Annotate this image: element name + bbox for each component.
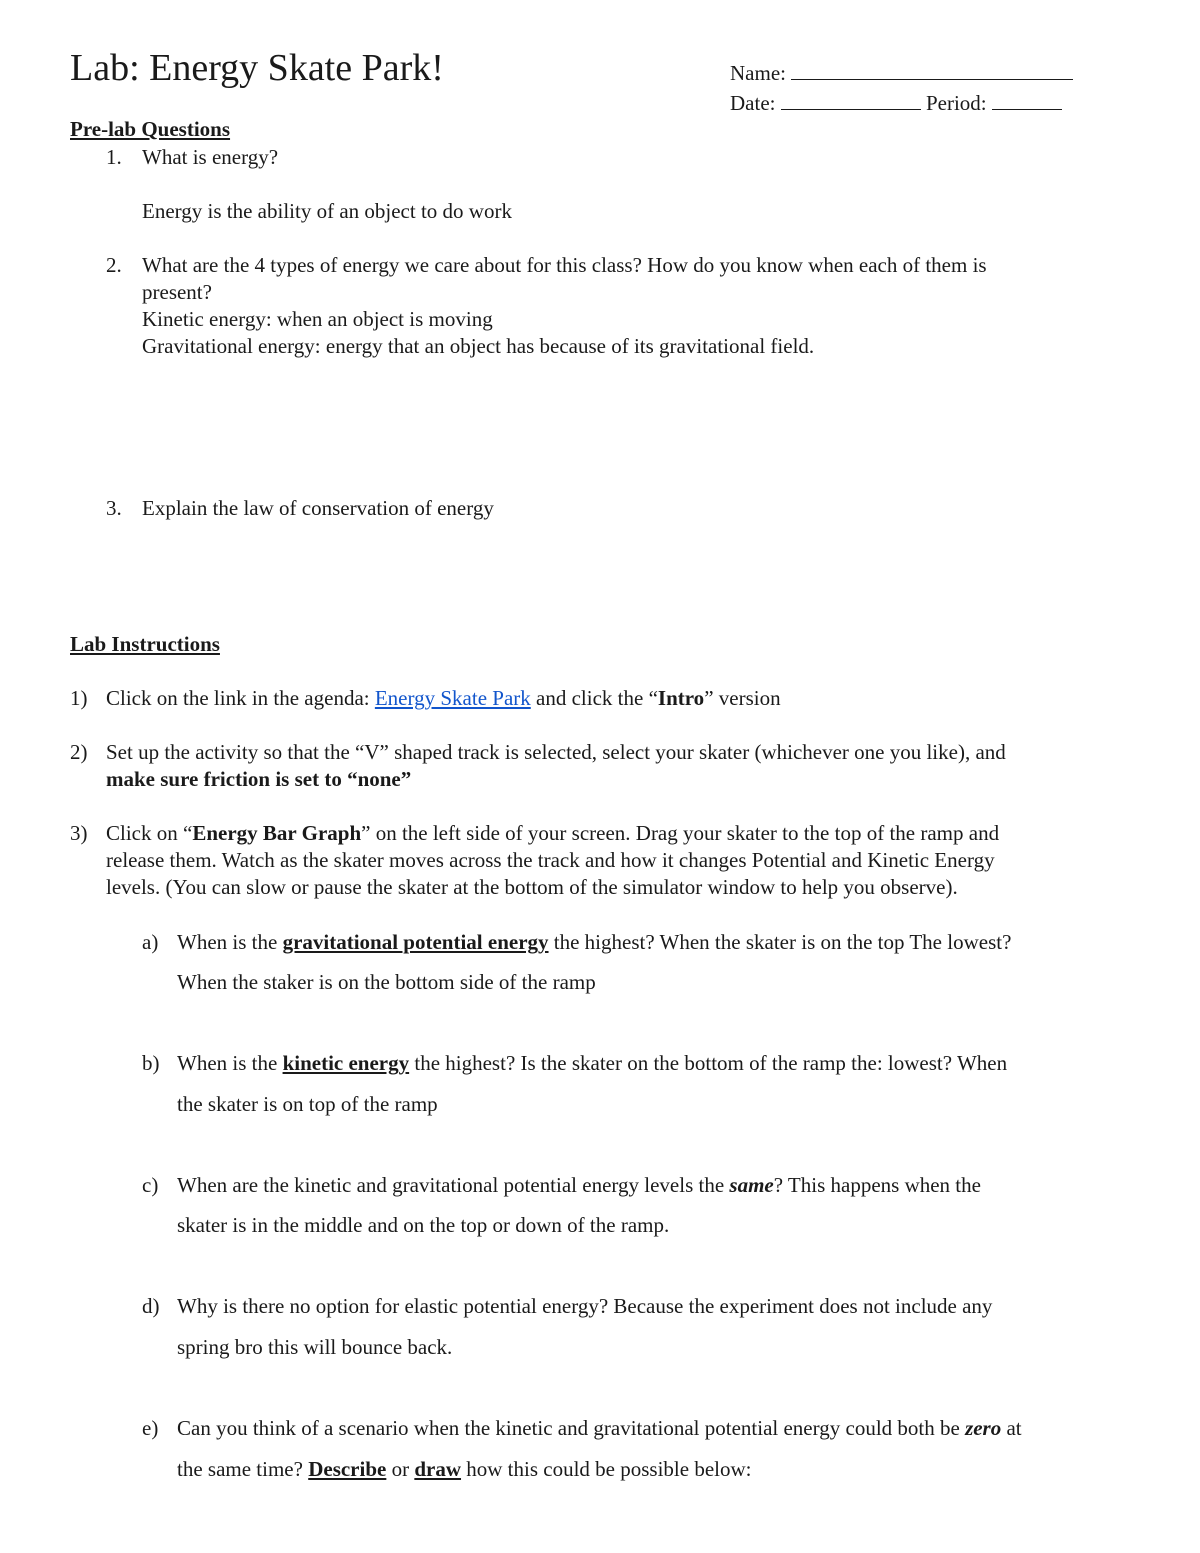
sub-e-letter: e) — [142, 1416, 159, 1440]
sub-c-line2: skater is in the middle and on the top or down of the ramp. — [177, 1213, 670, 1237]
sub-e-line2 — [177, 1457, 752, 1482]
sub-c-letter: c) — [142, 1173, 159, 1197]
step1-mid: and click the “ — [530, 686, 658, 710]
step2-number: 2) — [70, 740, 88, 764]
step3-number: 3) — [70, 821, 88, 845]
name-line — [730, 60, 1073, 86]
sub-e-line1 — [177, 1416, 1022, 1441]
sub-d-line1: Why is there no option for elastic potential energy? Because the experiment does not include any — [177, 1294, 993, 1318]
date-period-line — [730, 90, 1062, 116]
step3-pre: Click on “ — [106, 821, 193, 845]
sub-e-line2-pre: the same time? — [177, 1457, 309, 1481]
sub-b-line1 — [177, 1051, 1007, 1076]
prelab-heading: Pre-lab Questions — [70, 117, 231, 141]
step1-post: ” version — [704, 686, 781, 710]
q2-question-line2: present? — [142, 280, 212, 304]
step2-line2: make sure friction is set to “none” — [106, 767, 412, 791]
q1-number: 1. — [106, 145, 122, 169]
sub-e-describe: Describe — [308, 1457, 387, 1481]
sub-b-post: the highest? Is the skater on the bottom of the ramp the: lowest? When — [409, 1051, 1008, 1075]
step2-line1: Set up the activity so that the “V” shaped track is selected, select your skater (whichever one you like), and — [106, 740, 1006, 764]
sub-b-letter: b) — [142, 1051, 160, 1075]
sub-b-pre: When is the — [177, 1051, 283, 1075]
q2-question-line1: What are the 4 types of energy we care about for this class? How do you know when each of them is — [142, 253, 987, 277]
period-label: Period: — [925, 91, 987, 115]
date-label: Date: — [730, 91, 776, 115]
step3-line1 — [106, 821, 999, 846]
step3-post: ” on the left side of your screen. Drag your skater to the top of the ramp and — [361, 821, 1000, 845]
step1-pre: Click on the link in the agenda: — [106, 686, 375, 710]
sub-e-or: or — [386, 1457, 415, 1481]
energy-skate-park-link[interactable]: Energy Skate Park — [374, 686, 531, 710]
page-title: Lab: Energy Skate Park! — [70, 47, 444, 89]
date-blank[interactable] — [781, 90, 921, 110]
q3-number: 3. — [106, 496, 122, 520]
sub-e-post: at — [1001, 1416, 1022, 1440]
sub-c-line1 — [177, 1173, 981, 1198]
sub-a-pre: When is the — [177, 930, 283, 954]
sub-e-line2-post: how this could be possible below: — [461, 1457, 752, 1481]
sub-a-line1 — [177, 930, 1011, 955]
sub-a-bold: gravitational potential energy — [282, 930, 549, 954]
q2-number: 2. — [106, 253, 122, 277]
name-label: Name: — [730, 61, 786, 85]
sub-b-bold: kinetic energy — [282, 1051, 410, 1075]
q3-question: Explain the law of conservation of energy — [142, 496, 494, 520]
q1-question: What is energy? — [142, 145, 279, 169]
step3-line3: levels. (You can slow or pause the skater at the bottom of the simulator window to help you observe). — [106, 875, 958, 899]
sub-d-line2: spring bro this will bounce back. — [177, 1335, 453, 1359]
step1-text — [106, 686, 781, 711]
sub-a-letter: a) — [142, 930, 159, 954]
sub-c-pre: When are the kinetic and gravitational potential energy levels the — [177, 1173, 730, 1197]
period-blank[interactable] — [992, 90, 1062, 110]
sub-a-post: the highest? When the skater is on the top The lowest? — [548, 930, 1012, 954]
sub-a-line2: When the staker is on the bottom side of the ramp — [177, 970, 596, 994]
sub-c-bold: same — [729, 1173, 774, 1197]
name-blank[interactable] — [791, 60, 1073, 80]
step3-line2: release them. Watch as the skater moves across the track and how it changes Potential and Kinetic Energy — [106, 848, 995, 872]
q1-answer: Energy is the ability of an object to do work — [142, 199, 512, 223]
sub-b-line2: the skater is on top of the ramp — [177, 1092, 438, 1116]
q2-answer-line1: Kinetic energy: when an object is moving — [142, 307, 493, 331]
sub-d-letter: d) — [142, 1294, 160, 1318]
step1-number: 1) — [70, 686, 88, 710]
lab-heading: Lab Instructions — [70, 632, 220, 656]
sub-e-bold: zero — [965, 1416, 1002, 1440]
sub-e-pre: Can you think of a scenario when the kinetic and gravitational potential energy could both be — [177, 1416, 966, 1440]
q2-answer-line2: Gravitational energy: energy that an object has because of its gravitational field. — [142, 334, 815, 358]
step3-bold: Energy Bar Graph — [192, 821, 362, 845]
sub-e-draw: draw — [414, 1457, 462, 1481]
step1-bold: Intro — [657, 686, 705, 710]
sub-c-post: ? This happens when the — [773, 1173, 981, 1197]
